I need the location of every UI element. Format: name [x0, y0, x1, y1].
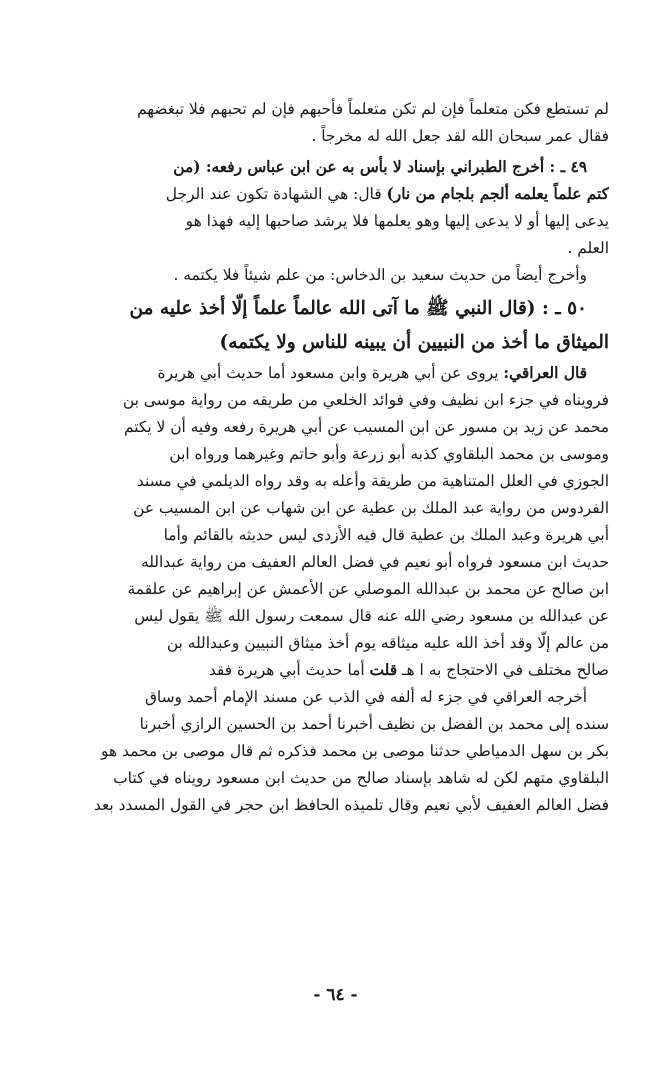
- text-line: حديث ابن مسعود فرواه أبو نعيم في فضل العالم العفيف من رواية عبدالله: [140, 553, 609, 571]
- text-line: فرويناه في جزء ابن نظيف وفي فوائد الخلعي من طريقه من رواية موسى بن: [122, 391, 609, 409]
- text-line: [42, 657, 609, 684]
- text-line: من عالم إلّا وقد أخذ الله عليه ميثاقه يوم أخذ ميثاق النبيين وعبدالله بن: [166, 634, 609, 652]
- qultu-label: قلت: [369, 661, 398, 679]
- paragraph-49: [42, 154, 609, 262]
- heading-50: [42, 292, 609, 360]
- page-number: - ٦٤ -: [313, 985, 358, 1005]
- text-line: ابن صالح عن محمد بن عبدالله الموصلي عن الأعمش عن إبراهيم عن علقمة: [127, 580, 609, 598]
- text-run: صالح مختلف في الاحتجاج به ا هـ: [397, 661, 609, 679]
- paragraph-akhrajahu: [42, 684, 609, 819]
- text-run: أما حديث أبي هريرة فقد: [208, 661, 370, 679]
- text-line: الجوزي في العلل المتناهية من طريقة وأعله به وقد رواه الديلمي في مسند: [136, 472, 609, 490]
- text-line: محمد عن زيد بن مسور عن ابن المسيب عن أبي هريرة رفعه وفيه أن لا يكتم: [123, 418, 609, 436]
- paragraph-also: [42, 262, 609, 289]
- speaker-label: قال العراقي:: [503, 364, 587, 382]
- text-line: لم تستطع فكن متعلماً فإن لم تكن متعلماً فأحبهم فإن لم تحبهم فلا تبغضهم: [137, 100, 609, 118]
- text-line: العلم .: [567, 239, 609, 257]
- text-line: سنده إلى محمد بن الفضل بن نظيف أخبرنا أحمد بن الحسين الرازي أخبرنا: [139, 715, 609, 733]
- text-line: [42, 360, 609, 387]
- heading-line: الميثاق ما أخذ من النبيين أن يبينه للناس ولا يكتمه): [219, 332, 609, 353]
- text-line: البلقاوي متهم لكن له شاهد بإسناد صالح من حديث ابن مسعود رويناه في كتاب: [113, 769, 609, 787]
- text-line: [42, 154, 609, 181]
- text-line: وأخرج أيضاً من حديث سعيد بن الدخاس: من علم شيئاً فلا يكتمه .: [173, 266, 587, 284]
- item-number: ٤٩ ـ: [560, 158, 587, 176]
- text-line: الفردوس من رواية عبد الملك بن عطية عن ابن شهاب عن ابن المسيب عن: [133, 499, 609, 517]
- text-line: [42, 181, 609, 208]
- paragraph-iraqi: [42, 360, 609, 684]
- text-run: يروى عن أبي هريرة وابن مسعود أما حديث أبي هريرة: [157, 364, 504, 382]
- text-line: أبي هريرة وعبد الملك بن عطية قال فيه الأزدى ليس حديثه بالقائم وأما: [163, 526, 609, 544]
- text-line: فقال عمر سبحان الله لقد جعل الله له مخرجاً .: [311, 127, 609, 145]
- text-line: عن عبدالله بن مسعود رضي الله عنه قال سمعت رسول الله ﷺ يقول ليس: [134, 607, 609, 625]
- text-line: يدعى إليها أو لا يدعى إليها وهو يعلمها فلا يرشد صاحبها إليه فهذا هو: [185, 212, 609, 230]
- text-line: أخرجه العراقي في جزء له ألفه في الذب عن مسند الإمام أحمد وساق: [144, 688, 587, 706]
- paragraph-1: [42, 96, 609, 150]
- text-run: : أخرج الطبراني بإسناد لا بأس به عن ابن عباس رفعه: (من: [173, 158, 561, 176]
- text-line: بكر بن سهل الدمياطي حدثنا موصى بن محمد فذكره ثم قال موصى بن محمد هو: [101, 742, 609, 760]
- text-line: وموسى بن محمد البلقاوي كذبه أبو زرعة وأبو حاتم وغيرهما ورواه ابن: [169, 445, 609, 463]
- hadith-text: كتم علماً يعلمه ألجم بلجام من نار): [386, 185, 609, 203]
- text-run: قال: هي الشهادة تكون عند الرجل: [165, 185, 387, 203]
- heading-line: ٥٠ ـ : (قال النبي ﷺ ما آتى الله عالماً علماً إلّا أخذ عليه من: [129, 298, 587, 319]
- text-line: فضل العالم العفيف لأبي نعيم وقال تلميذه الحافظ ابن حجر في القول المسدد بعد: [93, 796, 609, 814]
